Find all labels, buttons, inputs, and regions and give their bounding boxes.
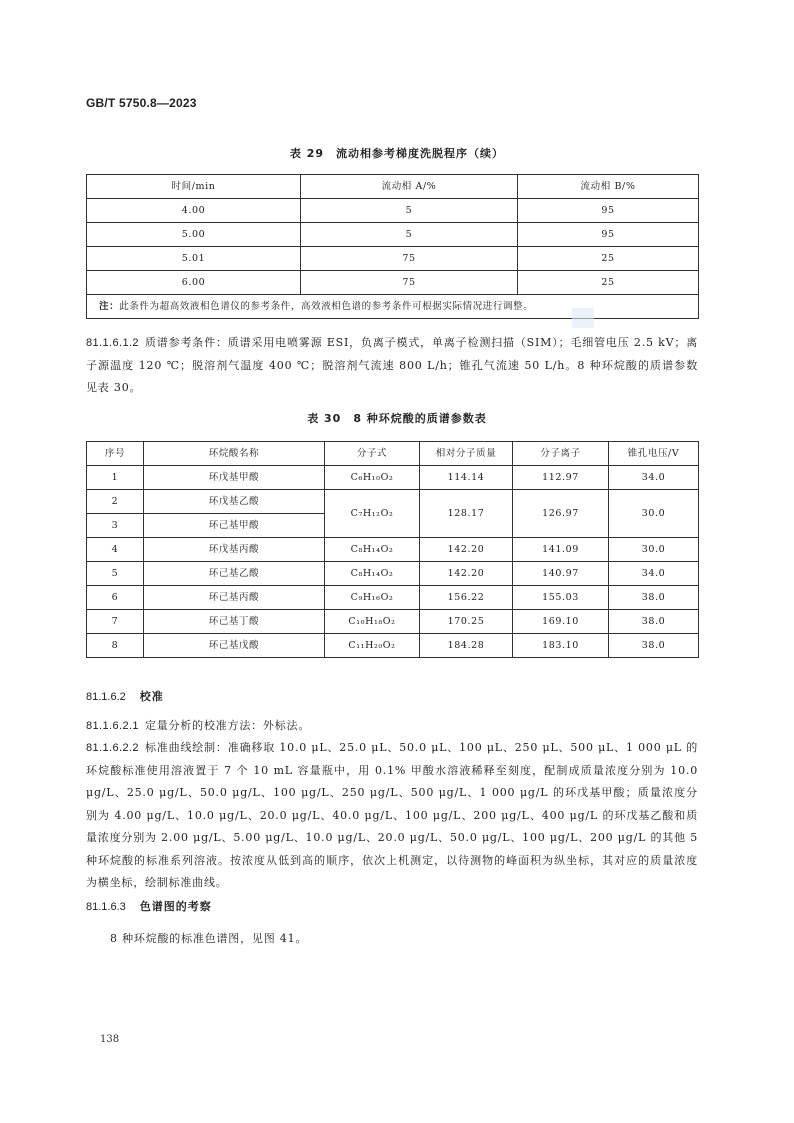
table-cell: 34.0 — [609, 466, 699, 490]
section-title: 色谱图的考察 — [139, 900, 212, 913]
table-cell: 6 — [87, 586, 144, 610]
table-cell: 5.00 — [87, 223, 301, 247]
section-title: 校准 — [139, 690, 164, 703]
table-cell: 3 — [87, 514, 144, 538]
note-label: 注： — [99, 300, 120, 312]
clause-number: 81.1.6.3 — [86, 901, 126, 913]
table-row — [87, 538, 699, 562]
table30-header-row — [87, 442, 699, 466]
table-cell: 95 — [518, 199, 699, 223]
table30-header-cell: 相对分子质量 — [420, 442, 513, 466]
table30-header-cell: 环烷酸名称 — [144, 442, 325, 466]
table-cell: 140.97 — [513, 562, 609, 586]
table-cell: 34.0 — [609, 562, 699, 586]
table29-header-row — [87, 175, 699, 199]
table-cell: 环己基丙酸 — [144, 586, 325, 610]
standard-code: GB/T 5750.8—2023 — [86, 96, 197, 110]
table-row — [87, 586, 699, 610]
table29-header-cell: 流动相 B/% — [518, 175, 699, 199]
clause-text: 质谱参考条件：质谱采用电喷雾源 ESI，负离子模式，单离子检测扫描（SIM）；毛细管电压 2.5 kV；离子源温度 120 ℃；脱溶剂气温度 400 ℃；脱溶剂气流速 800 L/h；锥孔气流速 50 L/h。8 种环烷酸的质谱参数见表 30。 — [86, 336, 698, 394]
heading-81-1-6-3 — [86, 898, 212, 914]
clause-number: 81.1.6.1.2 — [86, 337, 139, 349]
table-cell: C₇H₁₂O₂ — [325, 490, 420, 538]
paragraph-81-1-6-3: 8 种环烷酸的标准色谱图，见图 41。 — [110, 932, 308, 945]
table-cell: 环戊基丙酸 — [144, 538, 325, 562]
table-cell: 8 — [87, 634, 144, 658]
paragraph-81-1-6-1-2 — [86, 332, 698, 400]
table-cell: 156.22 — [420, 586, 513, 610]
table-cell: 30.0 — [609, 490, 699, 538]
table-cell: 112.97 — [513, 466, 609, 490]
clause-text: 标准曲线绘制：准确移取 10.0 μL、25.0 μL、50.0 μL、100 μL、250 μL、500 μL、1 000 μL 的环烷酸标准使用溶液置于 7 个 10 mL 容量瓶中，用 0.1% 甲酸水溶液稀释至刻度，配制成质量浓度分别为 10.0 μg/L、25.0 μg/L、50.0 μg/L、100 μg/L、250 μg/L、500 μg/L、1 000 μg/L 的环戊基甲酸；质量浓度分别为 4.00 μg/L、10.0 μg/L、20.0 μg/L、40.0 μg/L、100 μg/L、200 μg/L、400 μg/L 的环戊基乙酸和质量浓度分别为 2.00 μg/L、5.00 μg/L、10.0 μg/L、20.0 μg/L、50.0 μg/L、100 μg/L、200 μg/L 的其他 5 种环烷酸的标准系列溶液。按浓度从低到高的顺序，依次上机测定，以待测物的峰面积为纵坐标，其对应的质量浓度为横坐标，绘制标准曲线。 — [86, 741, 698, 889]
table30-header-cell: 锥孔电压/V — [609, 442, 699, 466]
table-cell: 169.10 — [513, 610, 609, 634]
table30-header-cell: 分子式 — [325, 442, 420, 466]
table-cell: 95 — [518, 223, 699, 247]
table-row — [87, 634, 699, 658]
table-row — [87, 466, 699, 490]
table-cell: 128.17 — [420, 490, 513, 538]
table-cell: 183.10 — [513, 634, 609, 658]
table-cell: C₁₀H₁₈O₂ — [325, 610, 420, 634]
table-cell: 38.0 — [609, 610, 699, 634]
table-cell: 142.20 — [420, 538, 513, 562]
table30 — [86, 441, 699, 658]
page-number: 138 — [100, 1034, 120, 1045]
table-cell: 环戊基乙酸 — [144, 490, 325, 514]
table-cell: C₉H₁₆O₂ — [325, 586, 420, 610]
table-row — [87, 610, 699, 634]
table-cell: 170.25 — [420, 610, 513, 634]
table-row — [87, 271, 699, 295]
table-cell: 5 — [87, 562, 144, 586]
clause-number: 81.1.6.2 — [86, 691, 126, 703]
paragraph-81-1-6-2-1 — [86, 715, 698, 738]
clause-number: 81.1.6.2.1 — [86, 720, 139, 732]
table-row — [87, 223, 699, 247]
table29 — [86, 174, 699, 319]
table-cell: 25 — [518, 247, 699, 271]
table-row — [87, 247, 699, 271]
table-cell: 38.0 — [609, 634, 699, 658]
table-cell: 4.00 — [87, 199, 301, 223]
table30-header-cell: 分子离子 — [513, 442, 609, 466]
table29-note-row — [87, 295, 699, 319]
table29-header-cell: 时间/min — [87, 175, 301, 199]
table-cell: 环己基戊酸 — [144, 634, 325, 658]
table-cell: 75 — [301, 247, 518, 271]
paragraph-81-1-6-2-2 — [86, 737, 698, 895]
table29-note — [87, 295, 699, 319]
table-cell: C₈H₁₄O₂ — [325, 538, 420, 562]
table-cell: 2 — [87, 490, 144, 514]
heading-81-1-6-2 — [86, 688, 164, 704]
table30-caption: 表 30 8 种环烷酸的质谱参数表 — [307, 412, 487, 425]
table-row — [87, 199, 699, 223]
table-cell: 38.0 — [609, 586, 699, 610]
table29-header-cell: 流动相 A/% — [301, 175, 518, 199]
table-cell: 环己基丁酸 — [144, 610, 325, 634]
table-cell: 7 — [87, 610, 144, 634]
table-cell: 142.20 — [420, 562, 513, 586]
table-cell: 环戊基甲酸 — [144, 466, 325, 490]
table-row — [87, 490, 699, 514]
table-cell: 141.09 — [513, 538, 609, 562]
table-cell: 5 — [301, 223, 518, 247]
table-cell: 1 — [87, 466, 144, 490]
table-cell: 30.0 — [609, 538, 699, 562]
note-text: 此条件为超高效液相色谱仪的参考条件，高效液相色谱的参考条件可根据实际情况进行调整。 — [119, 300, 534, 312]
table30-header-cell: 序号 — [87, 442, 144, 466]
table-cell: 75 — [301, 271, 518, 295]
table-cell: 184.28 — [420, 634, 513, 658]
table-row — [87, 562, 699, 586]
table-cell: C₆H₁₀O₂ — [325, 466, 420, 490]
table29-caption: 表 29 流动相参考梯度洗脱程序（续） — [289, 147, 505, 160]
table-cell: 环己基乙酸 — [144, 562, 325, 586]
table-cell: 5 — [301, 199, 518, 223]
table-cell: 114.14 — [420, 466, 513, 490]
watermark-logo — [572, 308, 594, 328]
table-cell: 6.00 — [87, 271, 301, 295]
table-cell: 25 — [518, 271, 699, 295]
table-cell: 155.03 — [513, 586, 609, 610]
table-cell: C₈H₁₄O₂ — [325, 562, 420, 586]
table-cell: C₁₁H₂₀O₂ — [325, 634, 420, 658]
table-cell: 126.97 — [513, 490, 609, 538]
table-cell: 4 — [87, 538, 144, 562]
table-cell: 5.01 — [87, 247, 301, 271]
table-cell: 环己基甲酸 — [144, 514, 325, 538]
clause-text: 定量分析的校准方法：外标法。 — [144, 719, 311, 732]
clause-number: 81.1.6.2.2 — [86, 742, 139, 754]
